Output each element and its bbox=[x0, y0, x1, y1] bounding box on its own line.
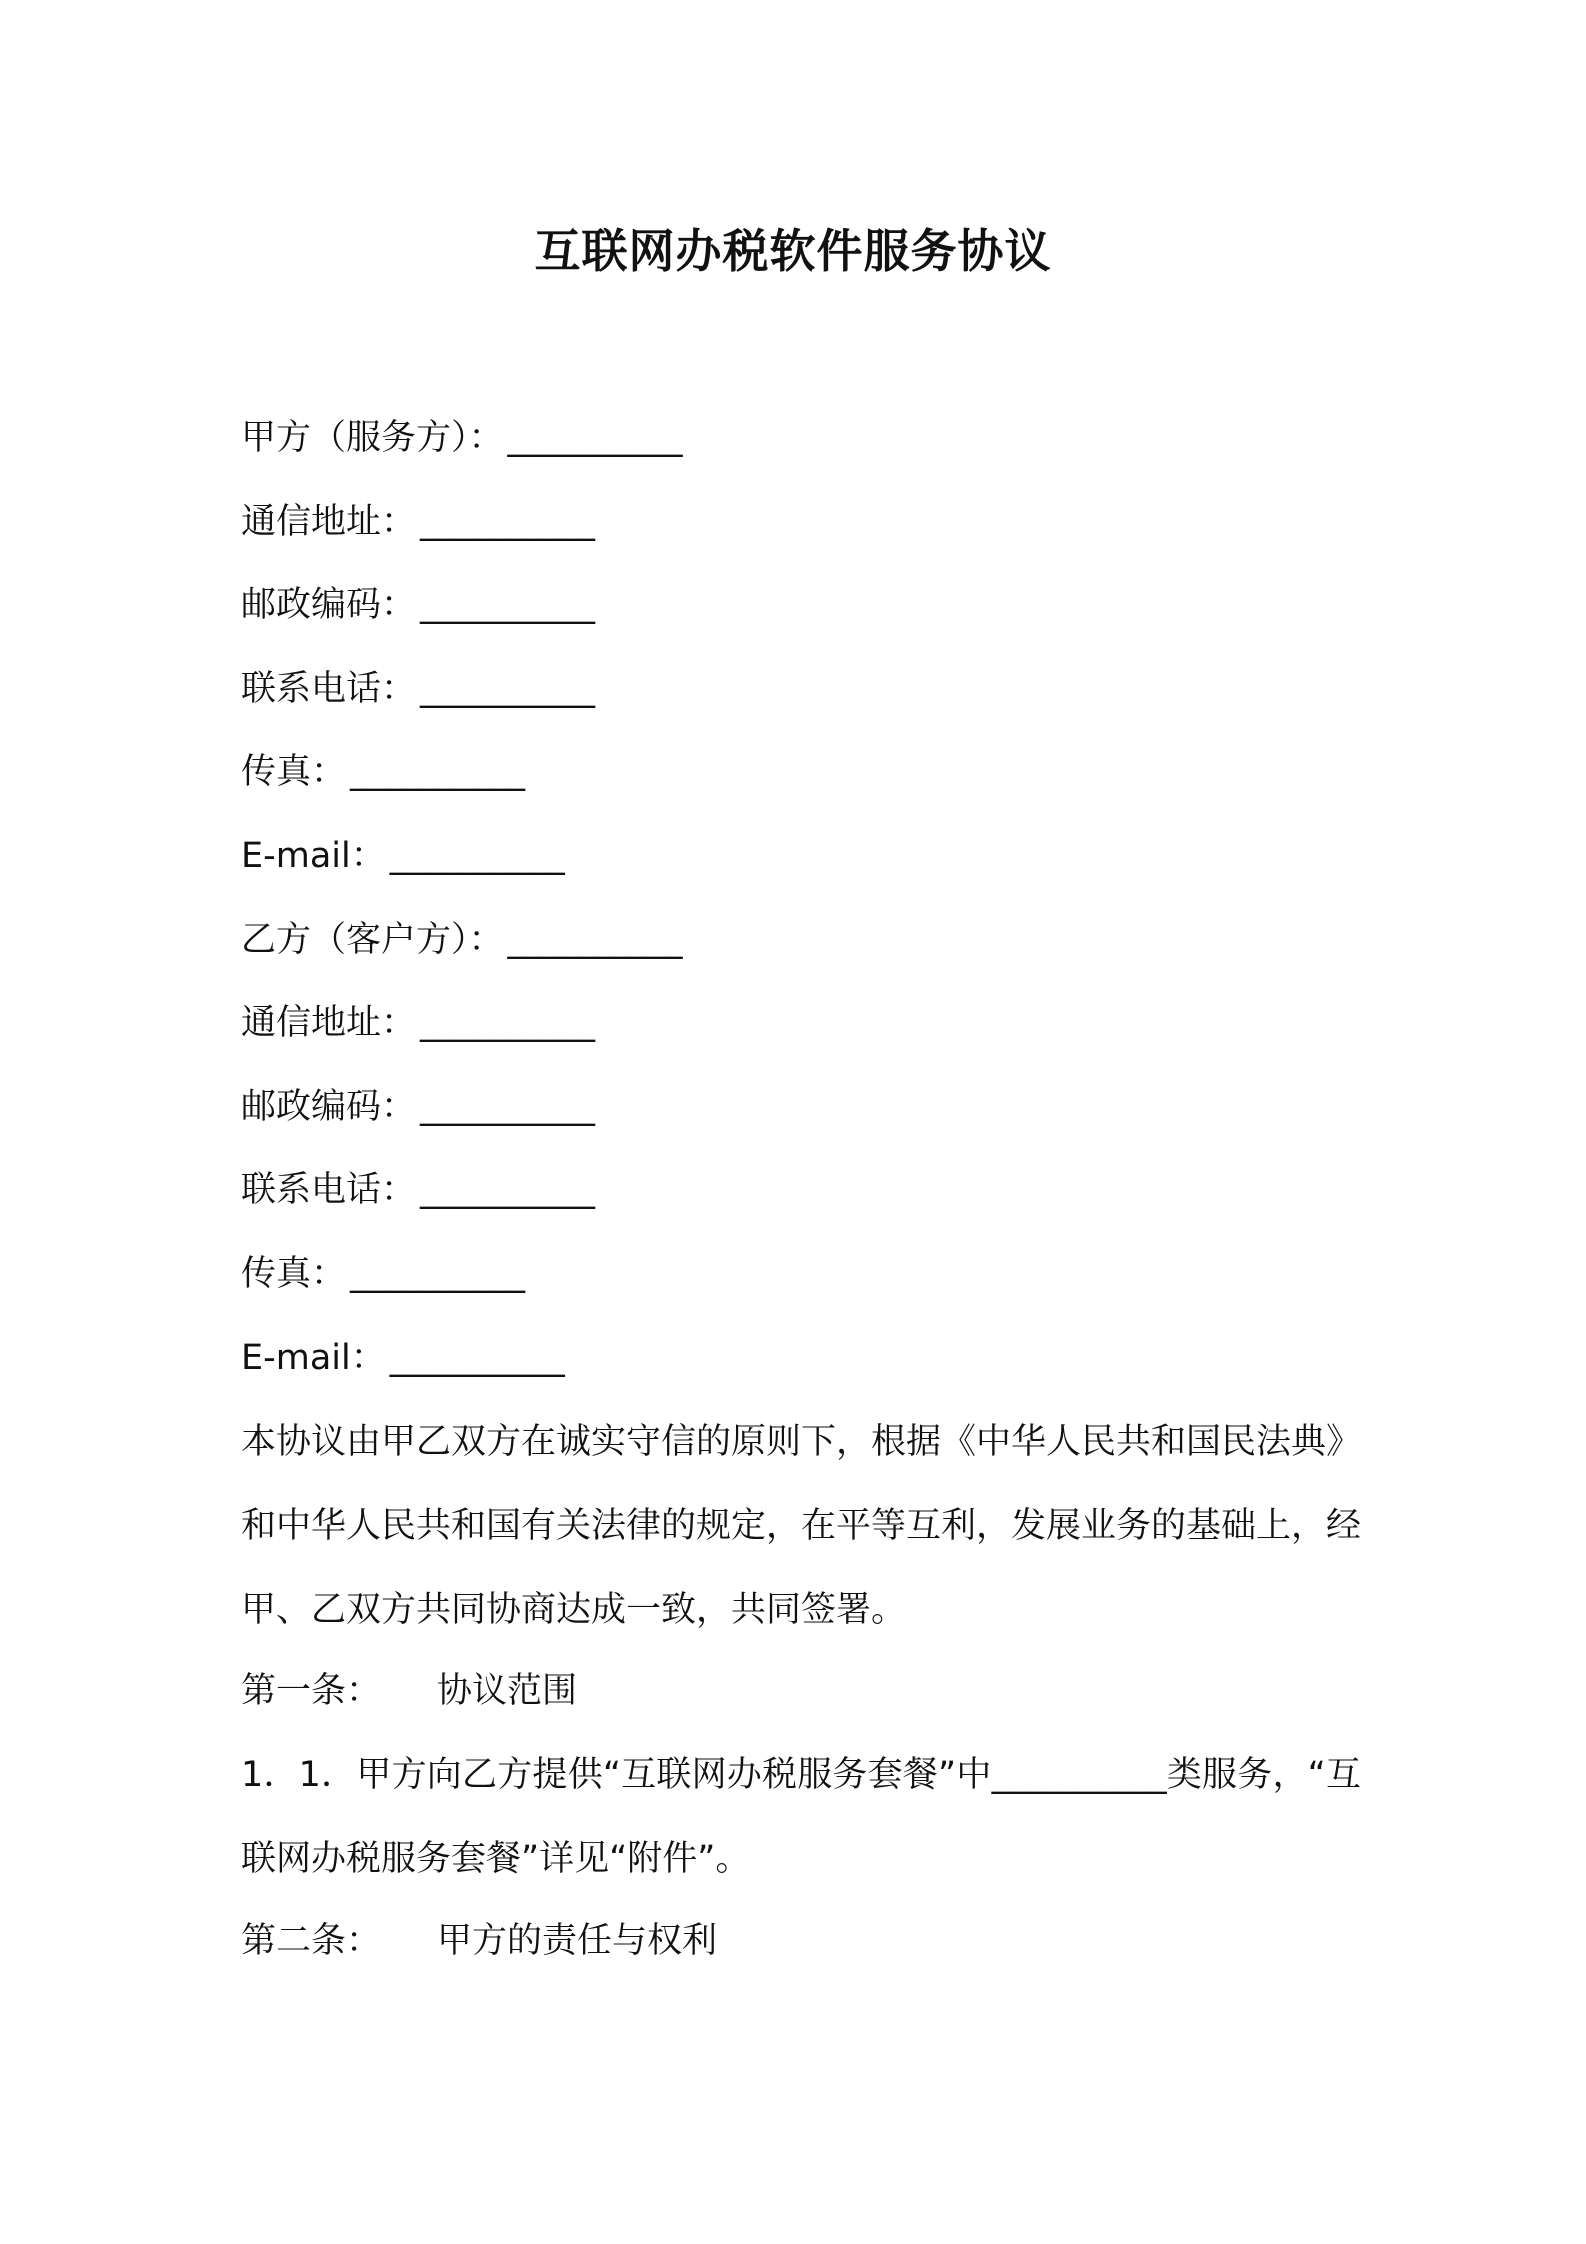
party-b-phone-line bbox=[241, 1160, 1361, 1244]
party-a-phone-line bbox=[241, 659, 1361, 743]
party-b-email-line bbox=[241, 1328, 1361, 1412]
party-b-address-line bbox=[241, 993, 1361, 1077]
party-a-phone-label: 联系电话： bbox=[241, 668, 417, 709]
document-title: 互联网办税软件服务协议 bbox=[534, 224, 1052, 278]
article-1-number: 第一条： bbox=[241, 1671, 382, 1711]
party-a-email-blank: __________ bbox=[389, 835, 565, 876]
party-b-fax-blank: __________ bbox=[350, 1253, 526, 1294]
party-b-email-blank: __________ bbox=[389, 1337, 565, 1378]
party-a-email-label: E-mail： bbox=[241, 835, 386, 876]
article-1-title: 协议范围 bbox=[437, 1671, 578, 1711]
party-a-postcode-line bbox=[241, 575, 1361, 659]
party-a-fax-line bbox=[241, 742, 1361, 826]
party-b-email-label: E-mail： bbox=[241, 1337, 386, 1378]
party-a-postcode-label: 邮政编码： bbox=[241, 585, 417, 626]
party-a-phone-blank: __________ bbox=[420, 668, 596, 709]
party-b-postcode-label: 邮政编码： bbox=[241, 1086, 417, 1127]
article-2-title: 甲方的责任与权利 bbox=[437, 1921, 718, 1961]
party-a-line bbox=[241, 408, 1361, 492]
party-b-postcode-line bbox=[241, 1077, 1361, 1161]
party-info-fields bbox=[241, 408, 1361, 1411]
party-a-email-line bbox=[241, 826, 1361, 910]
party-b-address-label: 通信地址： bbox=[241, 1003, 417, 1044]
intro-paragraph: 本协议由甲乙双方在诚实守信的原则下，根据《中华人民共和国民法典》和中华人民共和国有关法律的规定，在平等互利，发展业务的基础上，经甲、乙双方共同协商达成一致，共同签署。 bbox=[241, 1422, 1362, 1630]
party-a-address-blank: __________ bbox=[420, 501, 596, 542]
party-b-phone-blank: __________ bbox=[420, 1170, 596, 1211]
party-b-postcode-blank: __________ bbox=[420, 1086, 596, 1127]
party-a-label: 甲方（服务方）： bbox=[241, 418, 504, 458]
party-b-line bbox=[241, 910, 1361, 994]
party-b-phone-label: 联系电话： bbox=[241, 1170, 417, 1211]
article-2-number: 第二条： bbox=[241, 1921, 382, 1961]
party-a-blank: __________ bbox=[507, 418, 683, 458]
article-2-heading bbox=[241, 1899, 1361, 1983]
party-b-fax-line bbox=[241, 1244, 1361, 1328]
clause-1-1: 1．1．甲方向乙方提供“互联网办税服务套餐”中__________类服务，“互联网办税服务套餐”详见“附件”。 bbox=[241, 1755, 1361, 1879]
party-a-address-label: 通信地址： bbox=[241, 501, 417, 542]
intro-paragraph-block bbox=[241, 1400, 1361, 1652]
party-b-label: 乙方（客户方）： bbox=[241, 919, 504, 960]
party-b-blank: __________ bbox=[507, 919, 683, 960]
party-a-fax-blank: __________ bbox=[350, 752, 526, 793]
article-1-heading bbox=[241, 1649, 1361, 1733]
clause-1-1-block bbox=[241, 1733, 1361, 1901]
party-a-fax-label: 传真： bbox=[241, 752, 347, 793]
party-b-fax-label: 传真： bbox=[241, 1253, 347, 1294]
party-a-postcode-blank: __________ bbox=[420, 585, 596, 626]
party-a-address-line bbox=[241, 492, 1361, 576]
party-b-address-blank: __________ bbox=[420, 1003, 596, 1044]
